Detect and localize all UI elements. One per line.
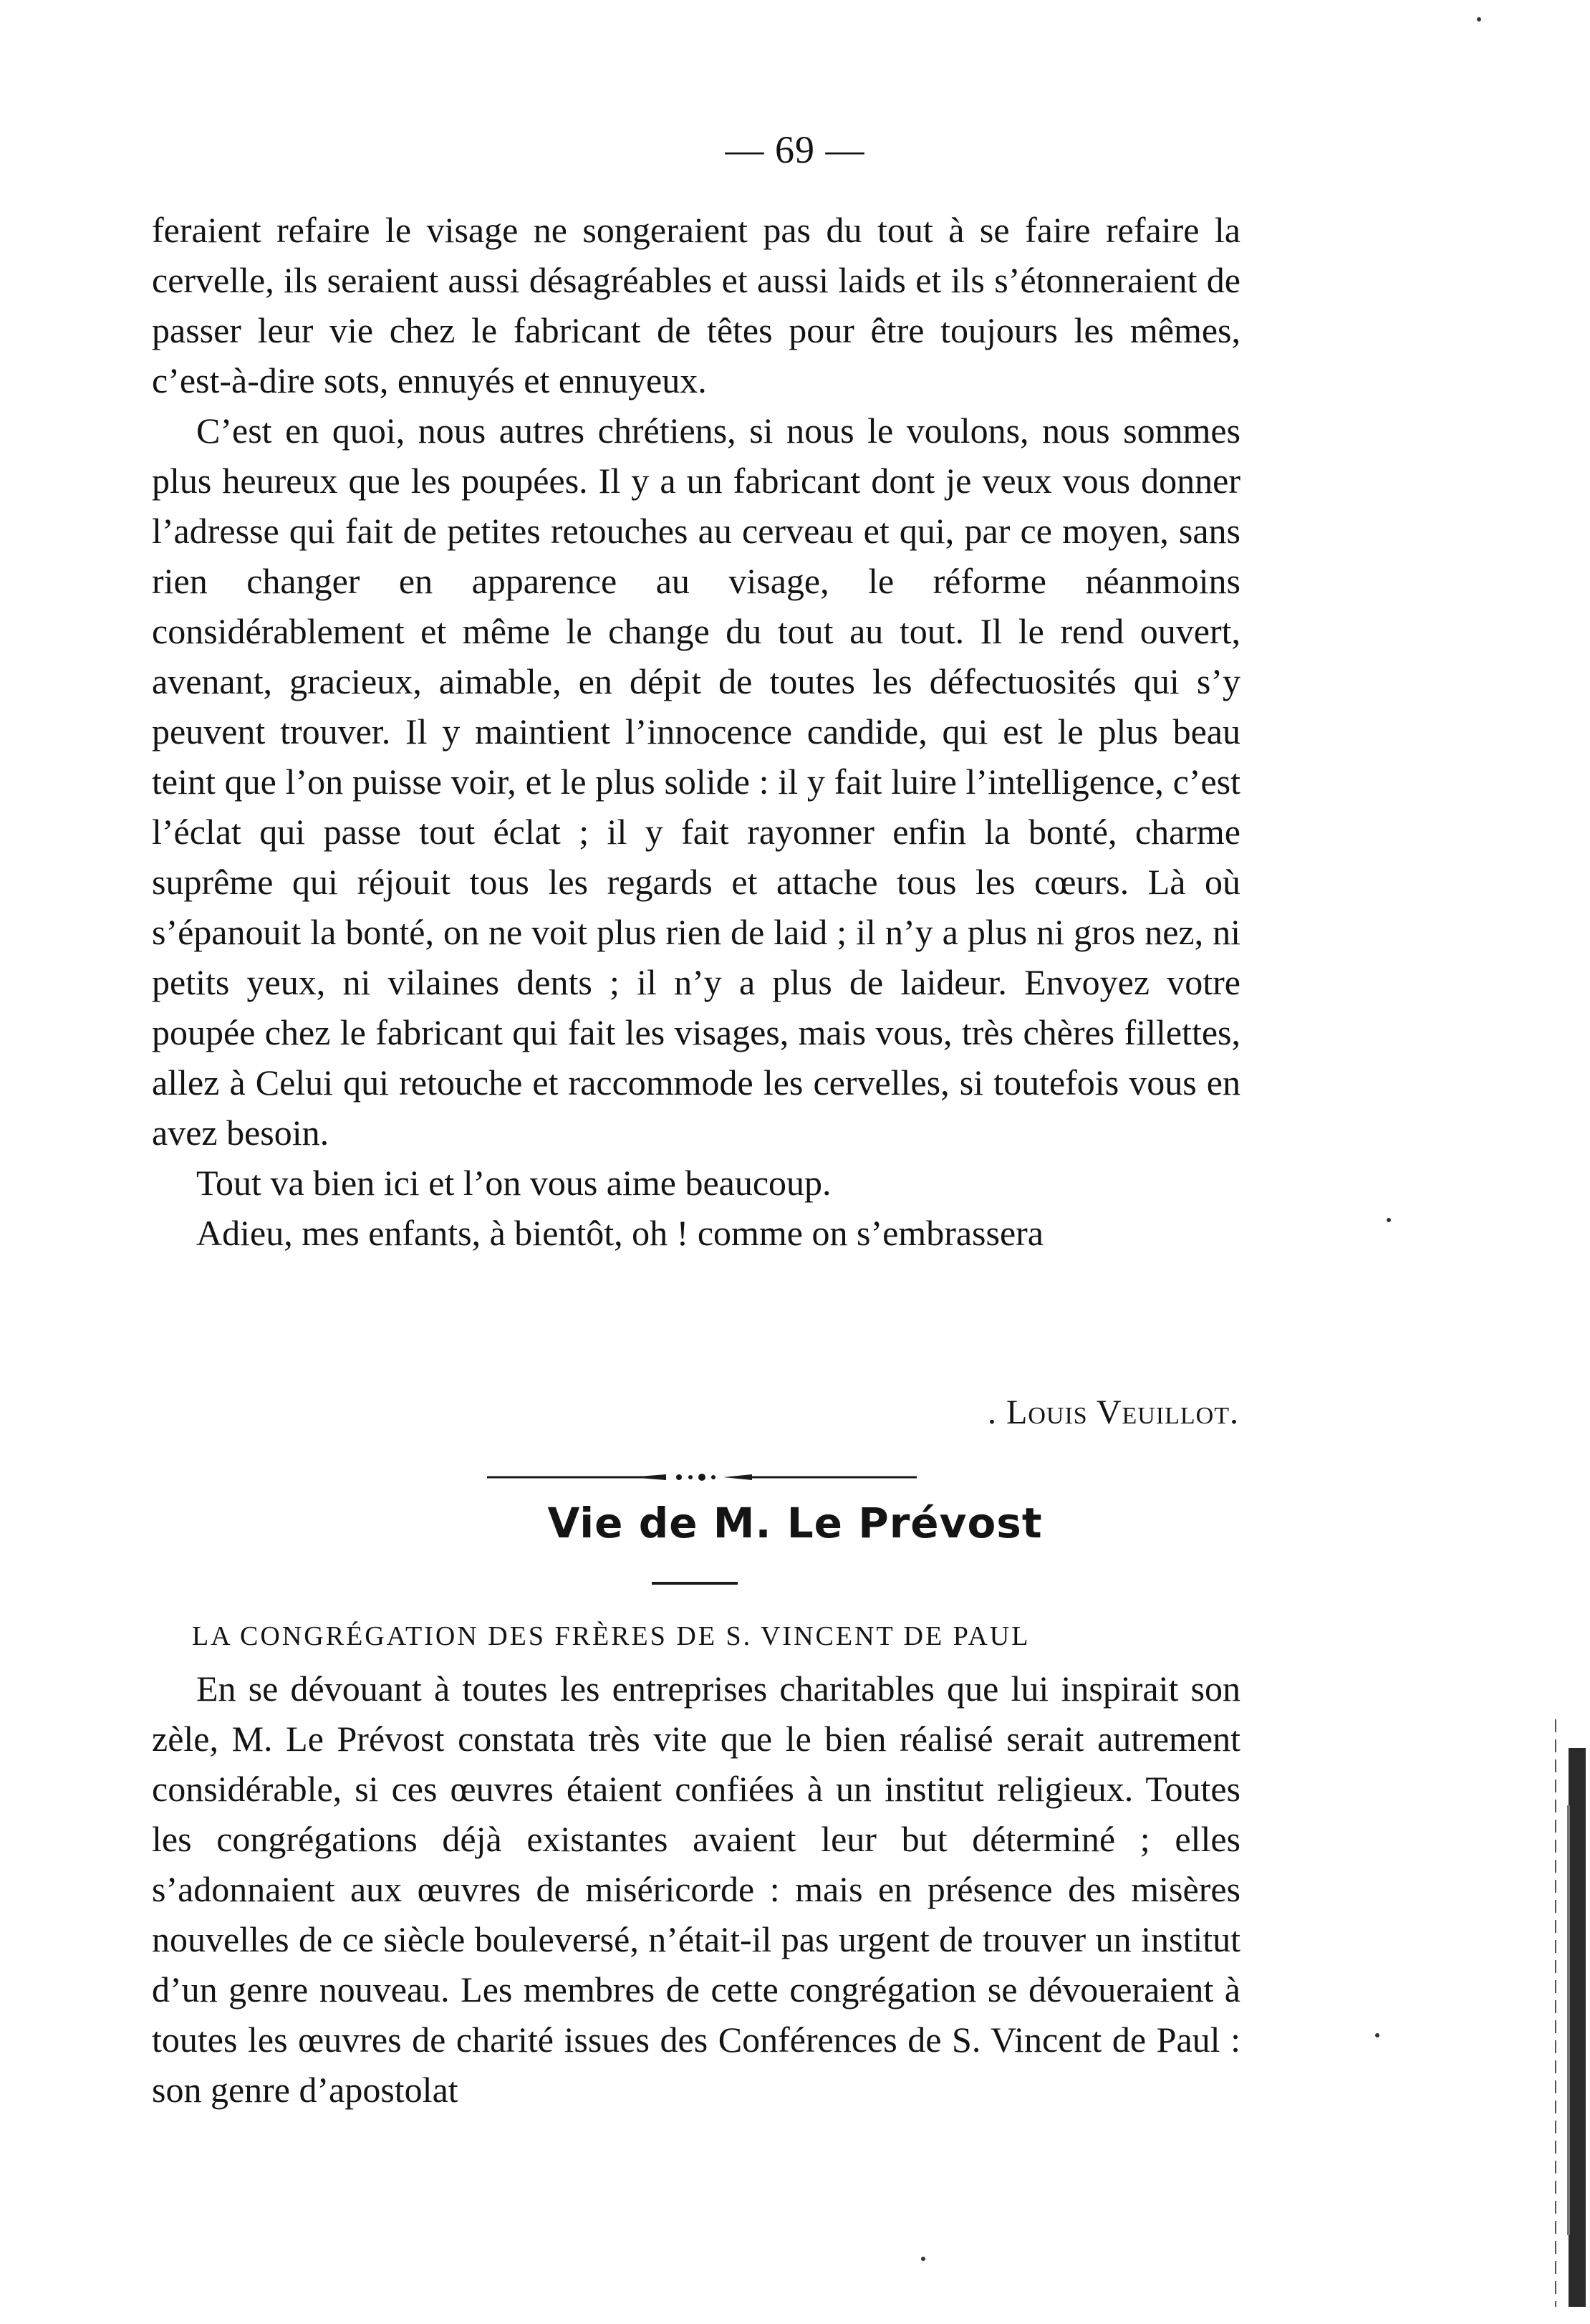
scan-speck (1387, 1218, 1391, 1222)
ornamental-divider (487, 1470, 917, 1484)
letter-paragraph-continuation: feraient refaire le visage ne songeraient pas du tout à se faire refaire la cervelle, ils seraient aussi désagréables et aussi laids et ils s’étonneraient de passer leur vie chez le fabricant de têtes pour être toujours les mêmes, c’est-à-dire sots, ennuyés et ennuyeux. (152, 210, 1240, 400)
scan-speck (1477, 17, 1481, 21)
page-number: — 69 — (725, 128, 865, 171)
title-rule (652, 1582, 738, 1585)
section-subheading: LA CONGRÉGATION DES FRÈRES DE S. VINCENT DE PAUL (192, 1621, 1031, 1651)
section-paragraph: En se dévouant à toutes les entreprises charitables que lui inspirait son zèle, M. Le Prévost constata très vite que le bien réalisé serait autrement considérable, si ces œuvres étaient confiées à un institut religieux. Toutes les congrégations déjà existantes avaient leur but déterminé ; elles s’adonnaient aux œuvres de miséricorde : mais en présence des misères nouvelles de ce siècle bouleversé, n’était-il pas urgent de trouver un institut d’un genre nouveau. Les membres de cette congrégation se dévoueraient à toutes les œuvres de charité issues des Conférences de S. Vincent de Paul : son genre d’apostolat (152, 1668, 1240, 2110)
scan-speck (921, 2257, 925, 2261)
letter-text (152, 205, 1240, 1258)
letter-paragraph-main: C’est en quoi, nous autres chrétiens, si nous le voulons, nous sommes plus heureux que les poupées. Il y a un fabricant dont je veux vous donner l’adresse qui fait de petites retouches au cerveau et qui, par ce moyen, sans rien changer en apparence au visage, le réforme néanmoins considérablement et même le change du tout au tout. Il le rend ouvert, avenant, gracieux, aimable, en dépit de toutes les défectuosités qui s’y peuvent trouver. Il y maintient l’innocence candide, qui est le plus beau teint que l’on puisse voir, et le plus solide : il y fait luire l’intelligence, c’est l’éclat qui passe tout éclat ; il y fait rayonner enfin la bonté, charme suprême qui réjouit tous les regards et attache tous les cœurs. Là où s’épanouit la bonté, on ne voit plus rien de laid ; il n’y a plus ni gros nez, ni petits yeux, ni vilaines dents ; il n’y a plus de laideur. Envoyez votre poupée chez le fabricant qui fait les visages, mais vous, très chères fillettes, allez à Celui qui retouche et raccommode les cervelles, si toutefois vous en avez besoin. (152, 410, 1240, 1153)
scan-edge-shadow (1547, 1719, 1590, 2307)
scan-speck (1375, 2033, 1379, 2037)
letter-paragraph-greeting: Tout va bien ici et l’on vous aime beaucoup. (196, 1163, 832, 1203)
section-title: Vie de M. Le Prévost (547, 1499, 1043, 1547)
section-text (152, 1663, 1240, 2115)
letter-paragraph-farewell: Adieu, mes enfants, à bientôt, oh ! comme on s’embrassera (196, 1213, 1044, 1253)
letter-signature: . Louis Veuillot. (988, 1393, 1239, 1431)
